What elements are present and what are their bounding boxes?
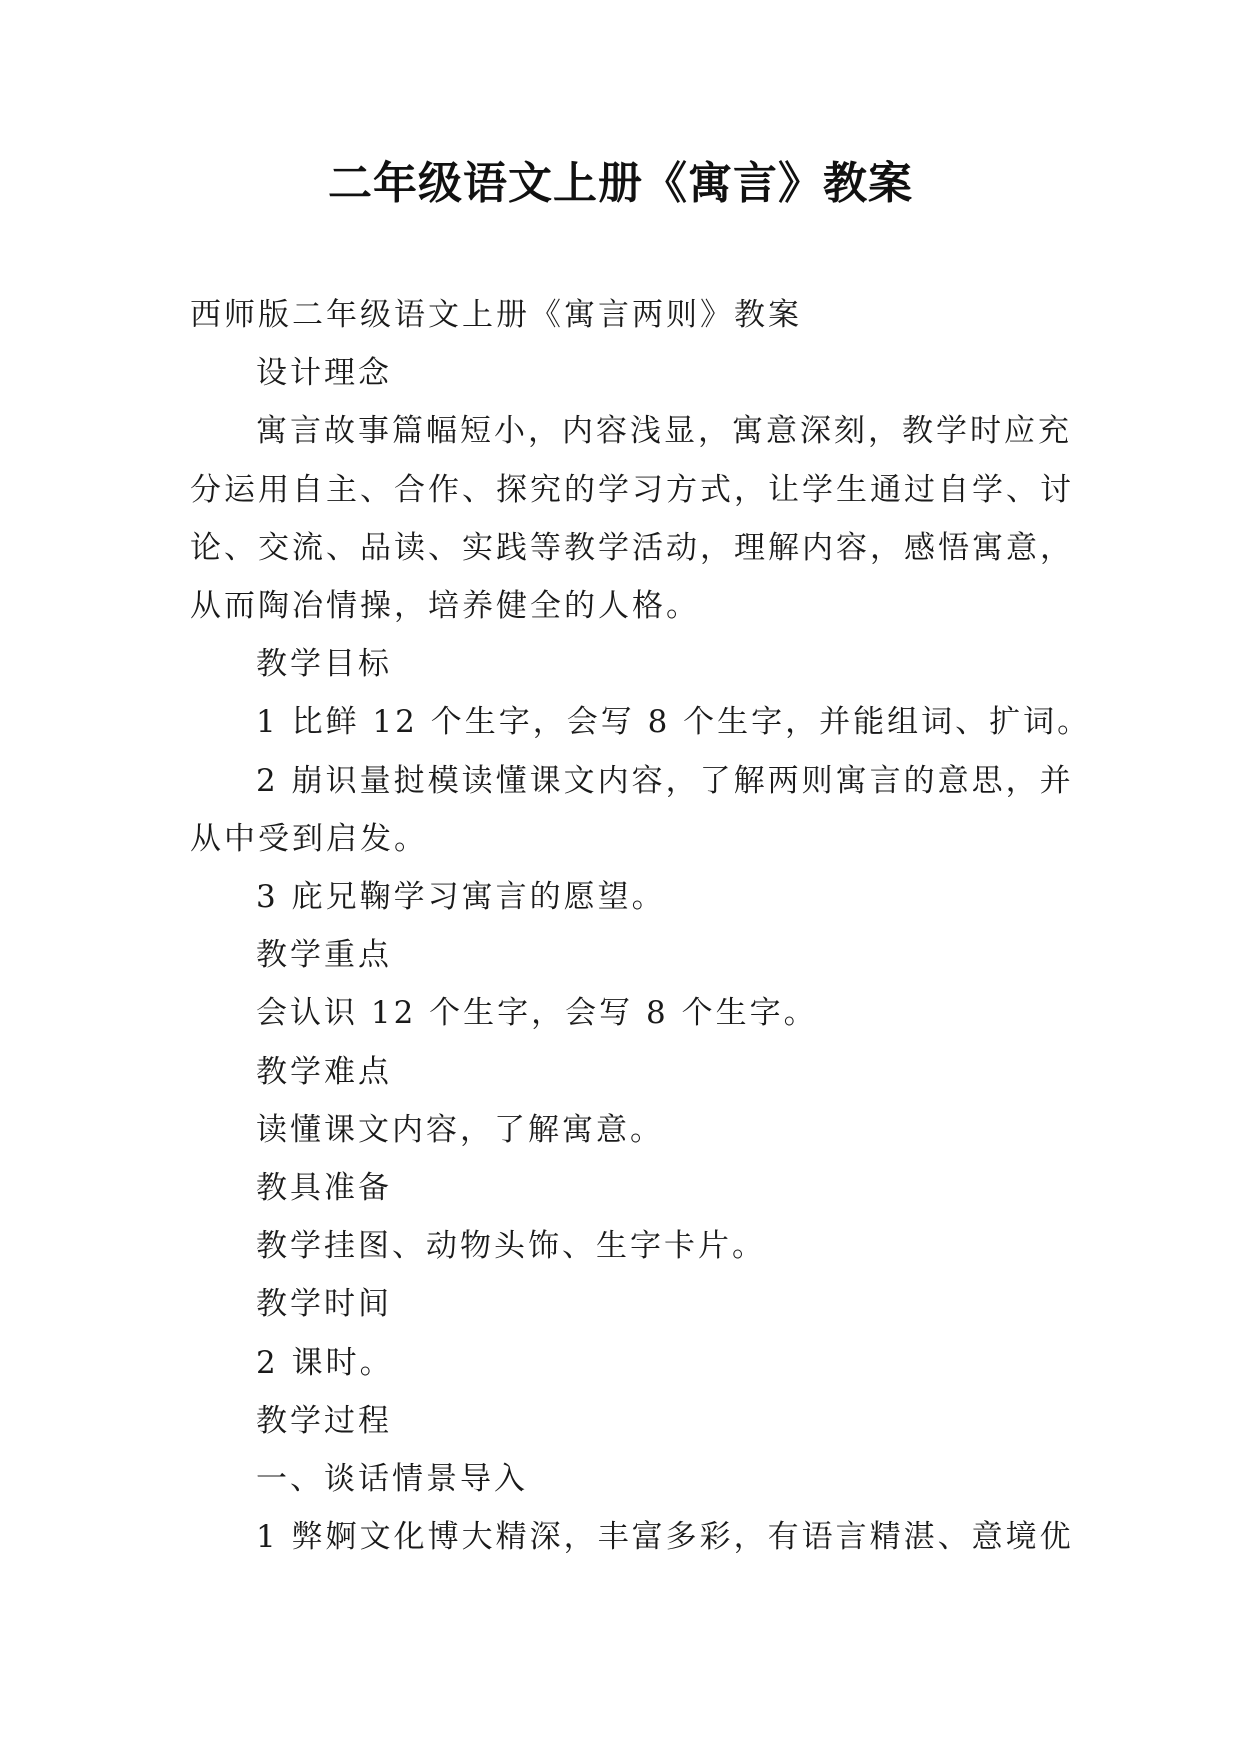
body-line: 西师版二年级语文上册《寓言两则》教案 [190, 297, 802, 333]
body-line: 从而陶冶情操，培养健全的人格。 [190, 588, 700, 625]
section-heading: 教学重点 [256, 937, 392, 974]
section-heading: 教学目标 [256, 646, 392, 683]
body-line: 2 课时。 [256, 1344, 394, 1381]
body-line: 寓言故事篇幅短小，内容浅显，寓意深刻，教学时应充 [256, 413, 1072, 450]
list-item: 3 庇兄鞠学习寓言的愿望。 [256, 879, 666, 916]
section-heading: 教学难点 [256, 1053, 392, 1090]
list-item: 1 弊婀文化博大精深，丰富多彩，有语言精湛、意境优 [256, 1519, 1074, 1556]
section-heading: 教学时间 [256, 1286, 392, 1323]
body-line: 论、交流、品读、实践等教学活动，理解内容，感悟寓意， [190, 529, 1074, 566]
document-body [190, 286, 1092, 1566]
document-title: 二年级语文上册《寓言》教案 [328, 158, 913, 209]
section-heading: 教具准备 [256, 1170, 392, 1207]
body-line: 分运用自主、合作、探究的学习方式，让学生通过自学、讨 [190, 471, 1074, 508]
body-line: 会认识 12 个生字，会写 8 个生字。 [256, 995, 818, 1032]
list-item: 2 崩识量挝模读懂课文内容，了解两则寓言的意思，并 [256, 762, 1074, 799]
list-item: 1 比鲜 12 个生字，会写 8 个生字，并能组词、扩词。 [256, 704, 1092, 741]
body-line: 教学挂图、动物头饰、生字卡片。 [256, 1228, 766, 1265]
section-heading: 教学过程 [256, 1402, 392, 1439]
subsection-heading: 一、谈话情景导入 [256, 1461, 528, 1498]
body-line: 读懂课文内容，了解寓意。 [256, 1111, 664, 1148]
body-line: 从中受到启发。 [190, 820, 428, 857]
section-heading: 设计理念 [256, 355, 392, 392]
